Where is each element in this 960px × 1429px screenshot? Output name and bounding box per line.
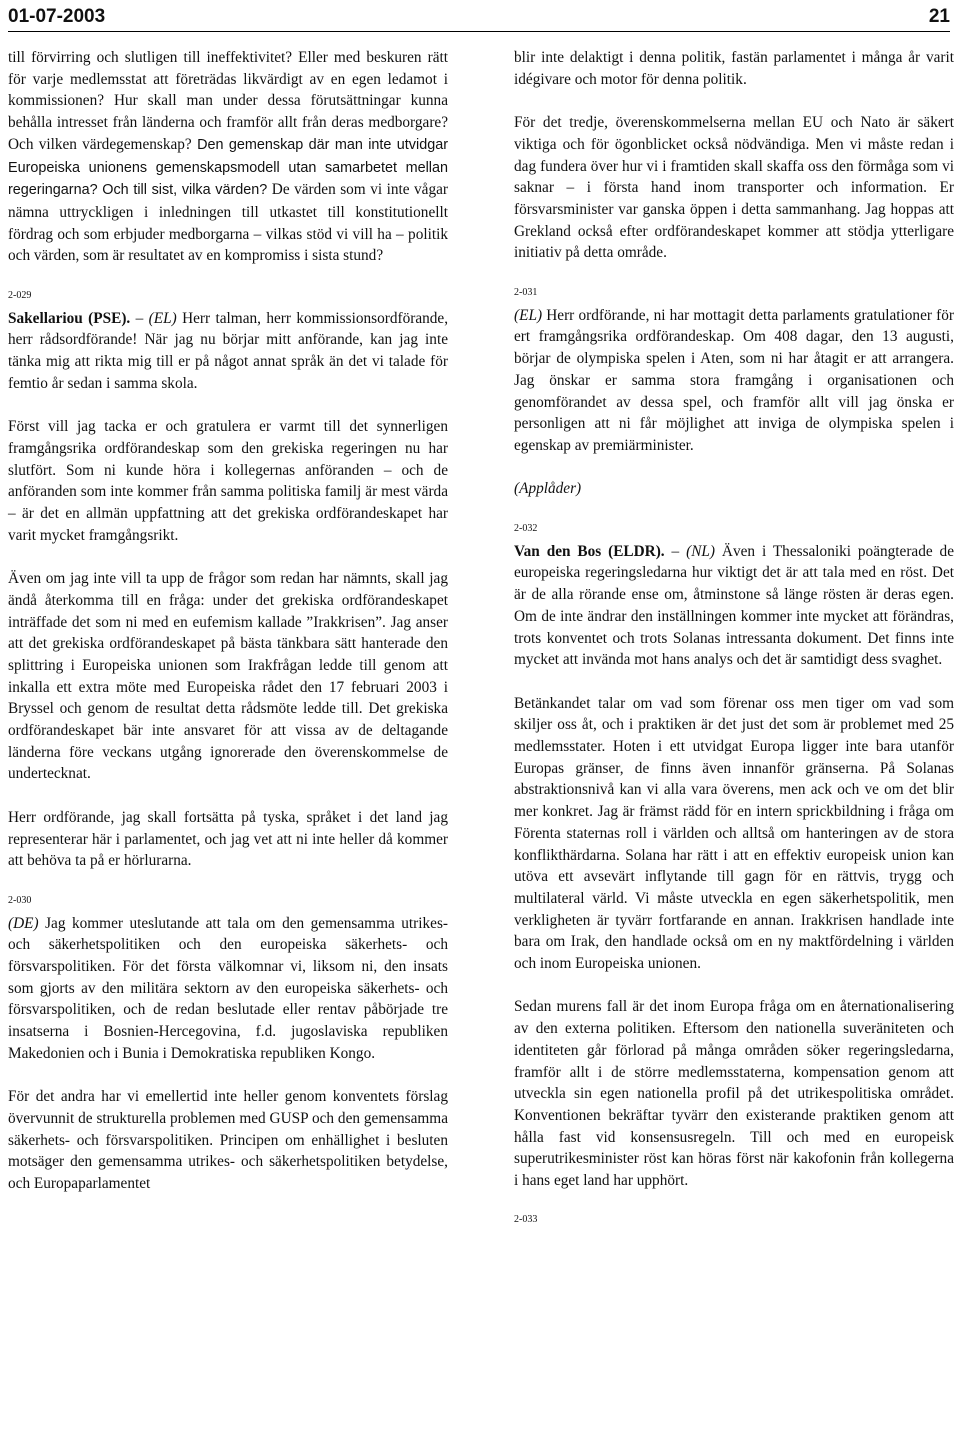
header-page-number: 21 [928, 6, 950, 27]
language-tag: (EL) [148, 309, 177, 327]
left-paragraph-2: Först vill jag tacka er och gratulera er varmt till det synnerligen framgångsrika ordförandeskap som den grekiska regeringen nu har slutfört. Som ni kunde höra i kollegernas anföranden – och de anföranden som inte kommer från samma politiska familj är mest värda – är det en allmän uppfattning att det grekiska ordförandeskapet har varit mycket framgångsrikt. [8, 418, 448, 544]
speaker-name: Sakellariou (PSE). [8, 309, 131, 327]
language-tag: (EL) [514, 306, 543, 324]
left-paragraph-5: För det andra har vi emellertid inte heller genom konventets förslag övervunnit de strukturella problemen med GUSP och den gemensamma säkerhets- och försvarspolitiken. Principen om enhällighet i besluten motsäger den gemensamma utrikes- och säkerhetspolitiken betydelse, och Europaparlamentet [8, 1088, 448, 1193]
speech-text: Jag kommer uteslutande att tala om den gemensamma utrikes- och säkerhetspolitiken och den europeiska säkerhets- och försvarspolitiken. För det första välkomnar vi, liksom ni, den insats som gjorts av den militära sektorn av den europeiska säkerhets- och försvarspolitiken, och de redan beslutade eller rentav påbörjade tre insatserna i Bosnien-Hercegovina, f.d. jugoslaviska republiken Makedonien och i Bunia i Demokratiska republiken Kongo. [8, 914, 448, 1062]
speaker-dash: – [130, 309, 149, 327]
left-column [8, 47, 448, 1216]
speech-sakellariou [8, 308, 448, 395]
speech-number: 2-030 [8, 894, 32, 906]
right-paragraph-2: För det tredje, överenskommelserna mellan EU och Nato är säkert viktiga och för ögonblicket också nödvändiga. Men vi måste redan i dag fundera över hur vi i framtiden skall skaffa oss den förmåga som vi saknar – i första hand inom transporter och information. Er försvarsminister var ganska öppen i detta sammanhang. Jag hoppas att Grekland också efter ordförandeskapet kommer att stödja ytterligare initiativ på detta område. [514, 114, 954, 262]
header-rule [8, 31, 950, 32]
speaker-dash: – [664, 542, 687, 560]
speech-text-b: När jag nu börjar mitt anförande, kan jag inte tänka mig att rikta mig till er på något annat språk än det vi talade för femtio år sedan i samma skola. [8, 331, 448, 392]
right-paragraph-1: blir inte delaktigt i denna politik, fastän parlamentet i många år varit idégivare och motor för denna politik. [514, 49, 954, 88]
speech-031 [514, 305, 954, 457]
applause-note: (Applåder) [514, 480, 582, 498]
language-tag: (NL) [686, 542, 716, 560]
right-paragraph-3: Betänkandet talar om vad som förenar oss men tiger om vad som skiljer oss åt, och i praktiken är det just det som är problemet med 25 medlemsstater. Hoten i ett utvidgat Europa ligger inte bara utanför Europas gränser, de finns även innanför gränserna. På Solanas abstraktionsnivå kan vi alla vara överens, men ack och ve om det blir mer konkret. Jag är främst rädd för en intern sprickbildning i fråga om Förenta staternas roll i världen och alltså om hanteringen av de stora konflikthärdarna. Solana har rätt i att en effektiv europeisk union kan utöva ett avsevärt inflytande till gagn för en rättvis, trygg och multilateral värld. Vi måste utveckla en egen säkerhetspolitik, men verkligheten är tyvärr fortfarande en annan. Irakkrisen handlade inte bara om Irak, den handlade också om en ny maktfördelning i världen och inom Europeiska unionen. [514, 694, 954, 973]
right-column [514, 47, 954, 1232]
left-paragraph-1-part-b: Den gemenskap där man inte utvidgar Europeiska unionens gemenskapsmodell utan samarbetet mellan regeringarna? Och till sist, vilka värden? [8, 136, 448, 199]
speech-number: 2-033 [514, 1214, 538, 1226]
right-paragraph-4: Sedan murens fall är det inom Europa fråga om en åternationalisering av den externa politiken. Eftersom den nationella suveräniteten och identiteten går förlorad på många områden söker regeringsledarna, framför allt i de större medlemsstaterna, kompensation genom att utveckla sin egen nationella profil på det utrikespolitiska området. Konventionen bekräftar tyvärr den existerande praktiken genom att hålla fast vid konsensusregeln. Till och med en europeisk superutrikesminister röst kan höras först när kakofonin från kollegerna i hans eget land har upphört. [514, 998, 954, 1190]
speech-number: 2-032 [514, 522, 538, 534]
speaker-name: Van den Bos (ELDR). [514, 542, 665, 560]
speech-text: Herr ordförande, ni har mottagit detta parlaments gratulationer för ert framgångsrika ordförandeskap. Om 408 dagar, den 13 augusti, börjar de olympiska spelen i Aten, som ni har åtagit er att arrangera. Jag önskar er samma stora framgång i organisationen och genomförandet av dessa spel, och framför allt vill jag önska er personligen att ni får möjlighet att inviga de olympiska spelen i egenskap av premiärminister. [514, 306, 954, 454]
left-paragraph-3: Även om jag inte vill ta upp de frågor som redan har nämnts, skall jag ändå återkomma till en fråga: under det grekiska ordförandeskapet inträffade det som ni med en eufemism kallade ”Irakkrisen”. Jag anser att det grekiska ordförandeskapet på bästa tänkbara sätt hanterade den splittring i Europeiska unionen som Irakfrågan ledde till genom att inkalla ett extra möte med Europeiska rådet den 17 februari 2003 i Bryssel och genom de resultat detta rådsmöte ledde till. Det grekiska ordförandeskapet bär inte ansvaret för att vissa av de deltagande länderna före veckans utgång ignorerade den överenskommelse de undertecknat. [8, 570, 448, 783]
speech-030 [8, 913, 448, 1065]
left-paragraph-4: Herr ordförande, jag skall fortsätta på tyska, språket i det land jag representerar här i parlamentet, och jag vet att ni inte heller då kommer att behöva ta på er hörlurarna. [8, 808, 448, 870]
speech-number: 2-029 [8, 289, 32, 301]
speech-text: Även i Thessaloniki poängterade de europeiska regeringsledarna hur viktigt det är att tala med en röst. Det är de alla rörande ense om, åtminstone så länge rösten är deras egen. Om de inte ändrar den inställningen kommer inte mycket att förändras, trots konventet och trots Solanas intressanta dokument. Det finns inte mycket att invända mot hans analys och det är samtidigt dess svaghet. [514, 542, 954, 669]
header-date: 01-07-2003 [8, 6, 106, 27]
speech-text-a: Herr talman, herr kommissionsordförande, herr rådsordförande! [8, 309, 449, 349]
speech-van-den-bos [514, 541, 954, 671]
page-header [8, 0, 950, 28]
left-paragraph-1-part-a: till förvirring och slutligen till ineffektivitet? Eller med beskuren rätt för varje medlemsstat att företrädas likvärdigt av en egen ledamot i kommissionen? Hur skall man under dessa förutsättningar kunna behålla intresset från länderna och framför allt från deras medborgare? Och vilken värdegemenskap? [8, 49, 448, 153]
language-tag: (DE) [8, 914, 39, 932]
left-paragraph-1-part-c: De värden som vi inte vågar nämna uttryckligen i inledningen till utkastet till konstitutionellt fördrag och som erbjuder medborgarna – vilkas stöd vi vill ha – politik och värden, som är resultatet av en kompromiss i sista stund? [8, 181, 448, 265]
speech-number: 2-031 [514, 286, 538, 298]
left-paragraph-1 [8, 47, 448, 267]
